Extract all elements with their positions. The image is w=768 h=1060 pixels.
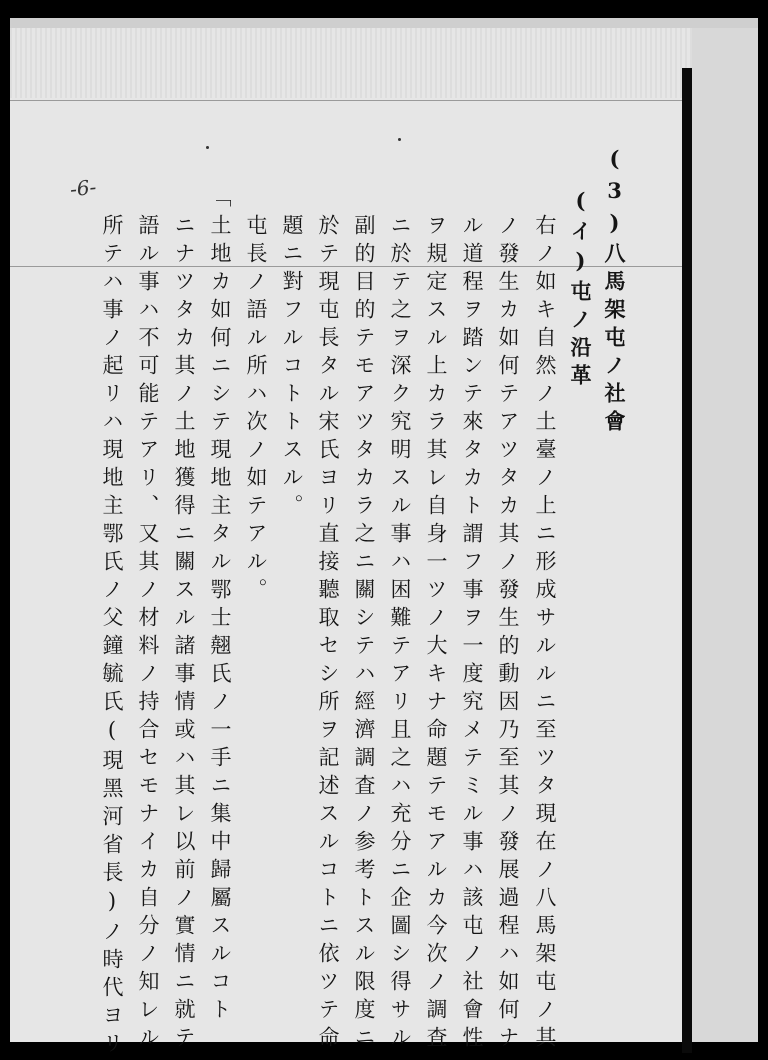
text-column: 所テハ事ノ起リハ現地主鄂氏ノ父鐘毓氏(現黑河省長)ノ時代ヨリ [100,214,124,1060]
paper-texture [10,28,758,98]
page-edge-bar [682,68,692,1053]
text-column: ノ發生カ如何テアツタカ其ノ發生的動因乃至其ノ發展過程ハ如何ナ [496,214,520,1054]
text-column: ヲ規定スル上カラ其レ自身一ツノ大キナ命題テモアルカ今次ノ調査 [424,214,448,1054]
text-column: 「土地カ如何ニシテ現地主タル鄂士翹氏ノ一手ニ集中歸屬スルコト [208,186,232,1026]
text-column: 題ニ對フルコトトスル。 [280,214,304,522]
page-number-mark: -6- [68,174,98,202]
document-page [10,18,758,1060]
text-column: 屯長ノ語ル所ハ次ノ如テアル。 [244,214,268,606]
fold-line-upper [10,100,690,101]
section-heading: (3)八馬架屯ノ社會 [602,146,627,438]
facing-page-margin [692,28,758,1042]
subsection-heading: (イ)屯ノ沿革 [568,188,593,392]
speck [206,146,209,149]
text-column: ニ於テ之ヲ深ク究明スル事ハ困難テアリ且之ハ充分ニ企圖シ得サル [388,214,412,1054]
text-column: 語ル事ハ不可能テアリ、又其ノ材料ノ持合セモナイカ自分ノ知レル [136,214,160,1054]
text-column: ニナツタカ其ノ土地獲得ニ關スル諸事情或ハ其レ以前ノ實情ニ就テ [172,214,196,1054]
text-column: ル道程ヲ踏ンテ來タカト謂フ事ヲ一度究メテミル事ハ該屯ノ社會性 [460,214,484,1054]
speck [398,138,401,141]
text-column: 副的目的テモアツタカラ之ニ關シテハ經濟調査ノ参考トスル限度ニ [352,214,376,1054]
text-column: 於テ現屯長タル宋氏ヨリ直接聽取セシ所ヲ記述スルコトニ依ツテ命 [316,214,340,1054]
text-column: 右ノ如キ自然ノ土臺ノ上ニ形成サルルニ至ツタ現在ノ八馬架屯ノ其 [533,214,557,1054]
